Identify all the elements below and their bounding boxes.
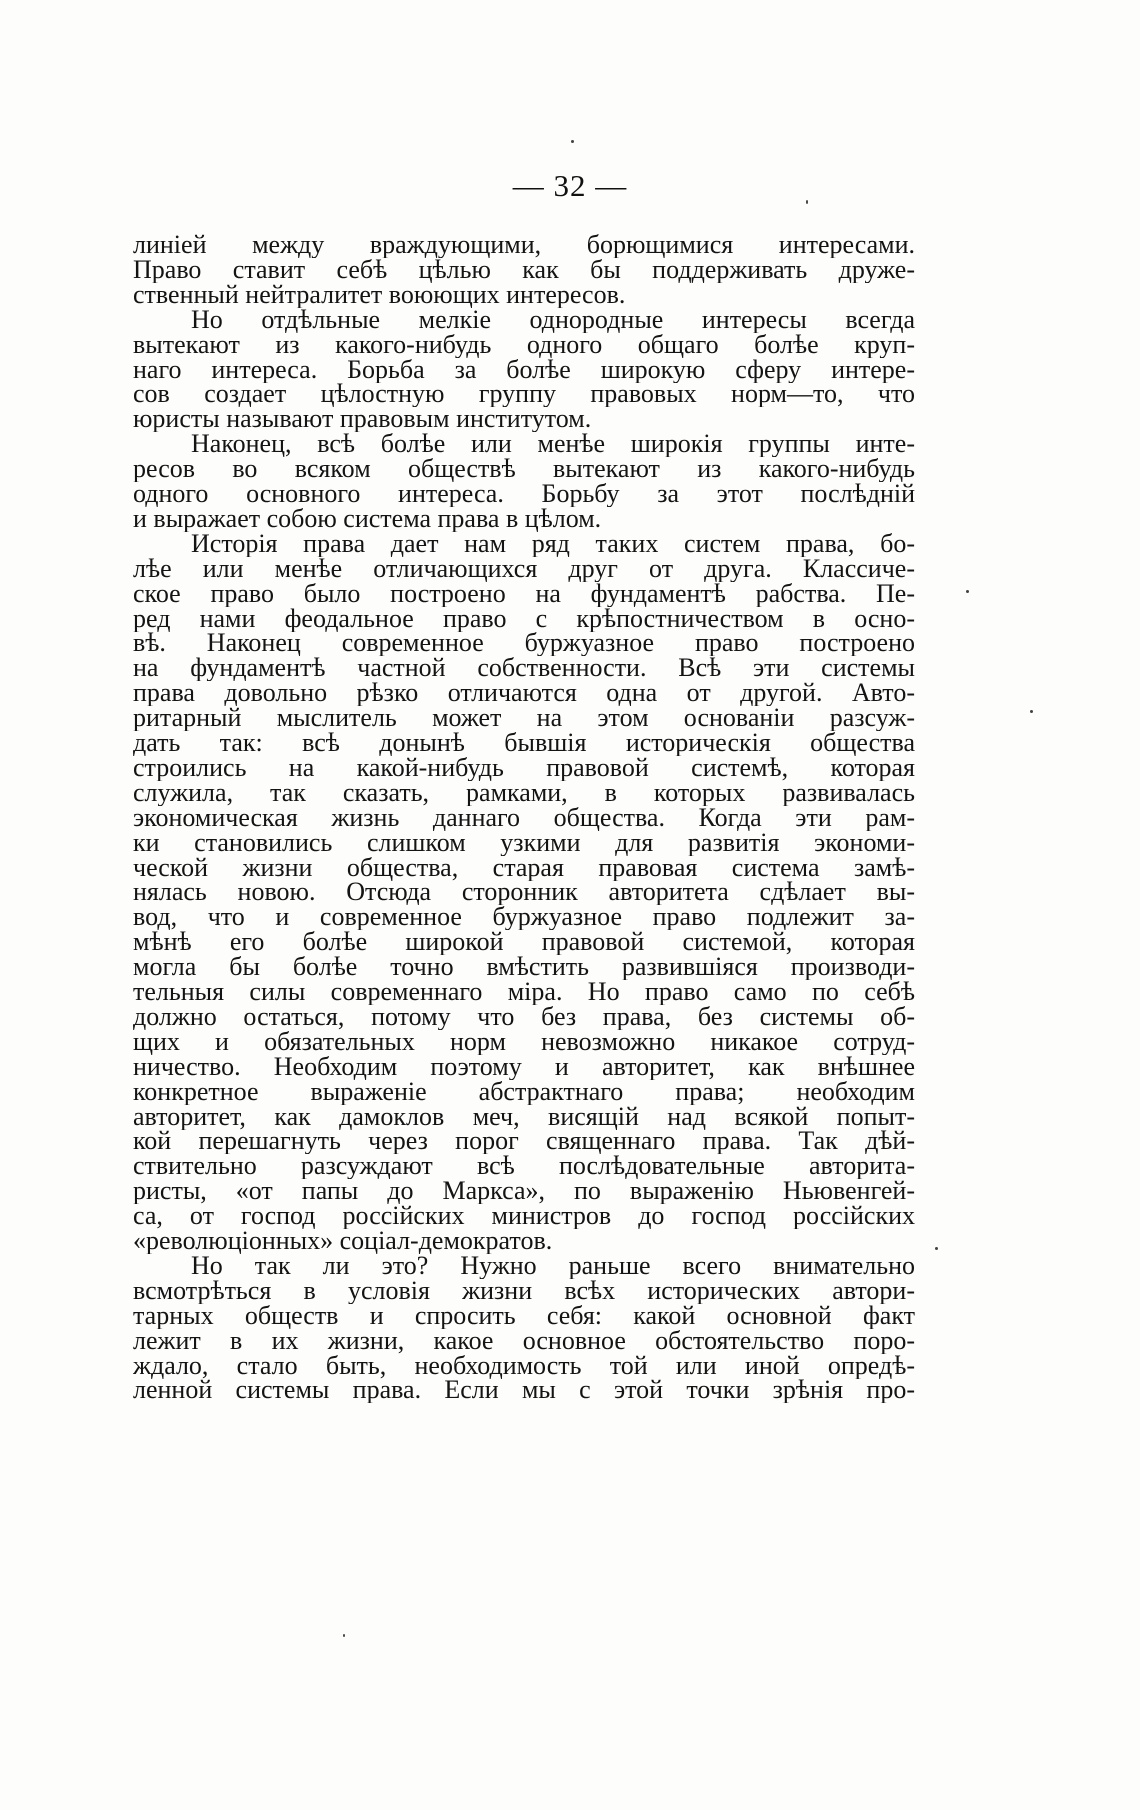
text-line: ское право было построено на фундаментѣ рабства. Пе-: [133, 580, 915, 607]
text-line: вытекают из какого-нибудь одного общаго болѣе круп-: [133, 331, 915, 358]
text-line: ленной системы права. Если мы с этой точки зрѣнія про-: [133, 1377, 915, 1404]
print-speck: [935, 1247, 938, 1250]
print-speck: [571, 140, 574, 143]
text-line: сов создает цѣлостную группу правовых норм—то, что: [133, 381, 915, 408]
text-line: ственный нейтралитет воюющих интересов.: [133, 281, 626, 308]
text-line: ритарный мыслитель может на этом основаніи разсуж-: [133, 705, 915, 732]
text-line: нялась новою. Отсюда сторонник авторитета сдѣлает вы-: [133, 879, 915, 906]
text-line: линіей между враждующими, борющимися интересами.: [133, 232, 915, 258]
print-speck: [966, 590, 969, 593]
text-line: ческой жизни общества, старая правовая система замѣ-: [133, 854, 915, 881]
text-line: юристы называют правовым институтом.: [133, 406, 592, 433]
print-speck: [1030, 710, 1033, 713]
text-line: Исторія права дает нам ряд таких систем права, бо-: [191, 530, 915, 557]
text-line: мѣнѣ его болѣе широкой правовой системой, которая: [133, 929, 915, 956]
text-line: Но отдѣльные мелкіе однородные интересы всегда: [191, 306, 915, 333]
text-line: ствительно разсуждают всѣ послѣдовательные авторита-: [133, 1153, 915, 1180]
text-line: ничество. Необходим поэтому и авторитет, как внѣшнее: [133, 1053, 915, 1080]
text-line: наго интереса. Борьба за болѣе широкую сферу интере-: [133, 356, 915, 383]
text-line: экономическая жизнь даннаго общества. Когда эти рам-: [133, 804, 915, 831]
text-line: конкретное выраженіе абстрактнаго права; необходим: [133, 1078, 915, 1105]
text-line: ристы, «от папы до Маркса», по выраженію Ньювенгей-: [133, 1178, 915, 1205]
text-line: вод, что и современное буржуазное право подлежит за-: [133, 904, 915, 931]
print-speck: [806, 200, 808, 204]
text-line: «революціонных» соціал-демократов.: [133, 1228, 553, 1254]
text-line: строились на какой-нибудь правовой системѣ, которая: [133, 754, 915, 781]
text-line: ждало, стало быть, необходимость той или иной опредѣ-: [133, 1352, 915, 1379]
text-line: са, от господ россійских министров до господ россійских: [133, 1203, 915, 1230]
text-line: на фундаментѣ частной собственности. Всѣ эти системы: [133, 655, 915, 682]
text-line: ред нами феодальное право с крѣпостничеством в осно-: [133, 605, 915, 632]
text-line: должно остаться, потому что без права, без системы об-: [133, 1003, 915, 1030]
text-line: Право ставит себѣ цѣлью как бы поддерживать друже-: [133, 256, 915, 283]
text-line: Наконец, всѣ болѣе или менѣе широкія группы инте-: [191, 431, 915, 458]
text-line: вѣ. Наконец современное буржуазное право построено: [133, 630, 915, 657]
text-line: служила, так сказать, рамками, в которых развивалась: [133, 779, 915, 806]
text-line: тельныя силы современнаго міра. Но право само по себѣ: [133, 979, 915, 1005]
print-speck: [343, 1634, 345, 1637]
text-line: лежит в их жизни, какое основное обстоятельство поро-: [133, 1327, 915, 1354]
text-line: лѣе или менѣе отличающихся друг от друга. Классиче-: [133, 555, 915, 582]
text-line: одного основного интереса. Борьбу за этот послѣдній: [133, 481, 915, 507]
text-line: кой перешагнуть через порог священнаго права. Так дѣй-: [133, 1128, 915, 1155]
text-line: ки становились слишком узкими для развитія экономи-: [133, 829, 915, 856]
page-number: — 32 —: [512, 168, 628, 203]
text-line: могла бы болѣе точно вмѣстить развившіяся производи-: [133, 954, 915, 981]
text-line: и выражает собою система права в цѣлом.: [133, 505, 602, 532]
text-line: щих и обязательных норм невозможно никакое сотруд-: [133, 1028, 915, 1055]
text-line: всмотрѣться в условія жизни всѣх исторических автори-: [133, 1277, 915, 1304]
text-line: Но так ли это? Нужно раньше всего внимательно: [191, 1252, 915, 1279]
text-line: авторитет, как дамоклов меч, висящій над всякой попыт-: [133, 1103, 915, 1130]
text-line: ресов во всяком обществѣ вытекают из какого-нибудь: [133, 456, 915, 483]
text-line: дать так: всѣ донынѣ бывшія историческія общества: [133, 730, 915, 756]
text-line: тарных обществ и спросить себя: какой основной факт: [133, 1302, 915, 1329]
text-line: права довольно рѣзко отличаются одна от другой. Авто-: [133, 680, 915, 707]
